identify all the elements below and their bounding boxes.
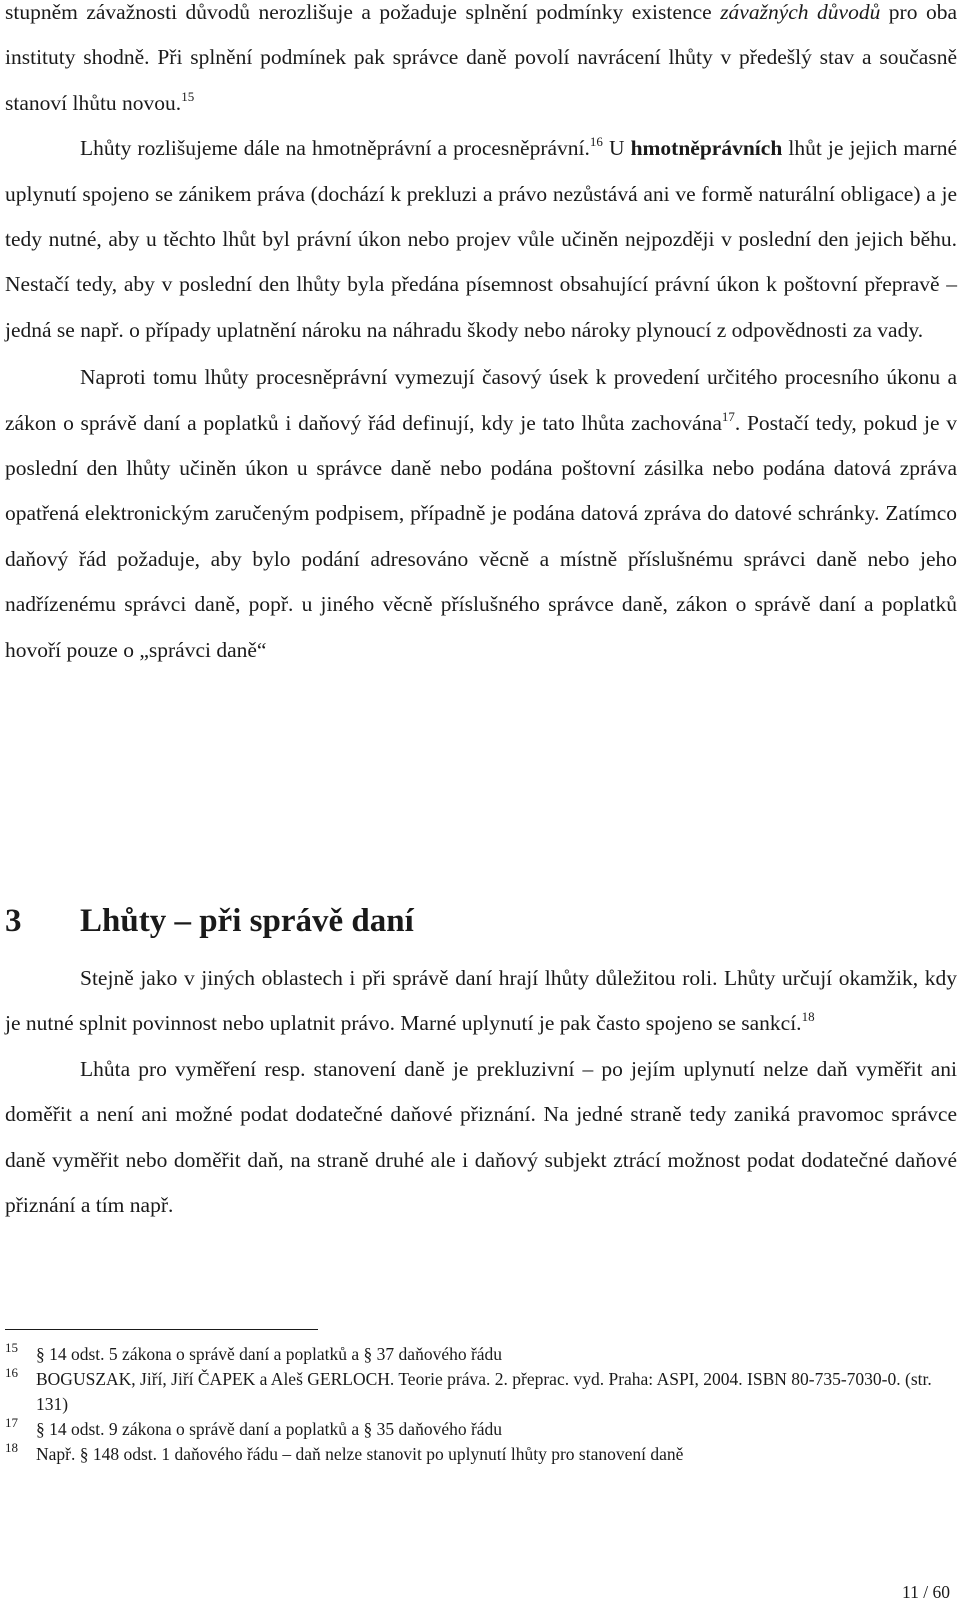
footnote-ref-17[interactable]: 17 xyxy=(721,408,735,424)
paragraph-lhuty: Lhůty rozlišujeme dále na hmotněprávní a procesněprávní.$^{16}$ U hmotněprávních lhůt je jejich marné uplynutí spojeno se zánikem práva (dochází k prekluzi a právo nezůstává ani ve formě naturální obligace) a je tedy nutné, aby u těchto lhůt byl právní úkon nebo projev vůle učiněn nejpozději v poslední den jejich běhu. Nestačí tedy, aby v poslední den lhůty byla předána písemnost obsahující právní úkon k poštovní přepravě – jedná se např. o případy uplatnění nároku na náhradu škody nebo nároky plynoucí z odpovědnosti za vady. xyxy=(5,134,958,342)
paragraph-stejne: Stejně jako v jiných oblastech i při správě daní hrají lhůty důležitou roli. Lhůty určují okamžik, kdy je nutné splnit povinnost nebo uplatnit právo. Marné uplynutí je pak často spojeno se sankcí.$^{18}$ xyxy=(5,966,957,1036)
footnote-18 xyxy=(5,1442,957,1467)
footnote-text: BOGUSZAK, Jiří, Jiří ČAPEK a Aleš GERLOCH. Teorie práva. 2. přeprac. vyd. Praha: ASPI, 2004. ISBN 80-735-7030-0. (str. 131) xyxy=(36,1369,932,1414)
footnotes xyxy=(5,1342,957,1467)
body-text-upper xyxy=(5,0,957,673)
footnote-number: 15 xyxy=(5,1340,18,1355)
section-title: Lhůty – při správě daní xyxy=(80,903,414,939)
section-number: 3 xyxy=(5,903,22,939)
footnote-ref-18[interactable]: 18 xyxy=(801,1009,815,1025)
bold-term: hmotněprávních xyxy=(630,136,783,161)
footnote-16 xyxy=(5,1367,957,1417)
body-text-lower xyxy=(5,956,957,1228)
section-heading xyxy=(5,901,414,941)
emphasis-text: závažných důvodů xyxy=(720,0,881,24)
page-number: 11 / 60 xyxy=(902,1582,950,1602)
footnote-text: § 14 odst. 5 zákona o správě daní a poplatků a § 37 daňového řádu xyxy=(36,1344,503,1364)
paragraph-naproti: Naproti tomu lhůty procesněprávní vymezují časový úsek k provedení určitého procesního úkonu a zákon o správě daní a poplatků i daňový řád definují, kdy je tato lhůta zachována$^{17}$. Postačí tedy, pokud je v poslední den lhůty učiněn úkon u správce daně nebo podána poštovní zásilka nebo podána datová zpráva opatřená elektronickým zaručeným podpisem, případně je podána datová zpráva do datové schránky. Zatímco daňový řád požaduje, aby bylo podání adresováno věcně a místně příslušnému správci daně nebo jeho nadřízenému správci daně, popř. u jiného věcně příslušného správce daně, zákon o správě daní a poplatků hovoří pouze o „správci daně“ xyxy=(5,365,958,662)
footnote-15 xyxy=(5,1342,957,1367)
footnote-ref-15[interactable]: 15 xyxy=(181,88,195,104)
paragraph-continuation: stupněm závažnosti důvodů nerozlišuje a požaduje splnění podmínky existence závažných důvodů pro oba instituty shodně. Při splnění podmínek pak správce daně povolí navrácení lhůty v předešlý stav a současně stanoví lhůtu novou.$^{15}$ xyxy=(5,0,957,115)
footnote-number: 17 xyxy=(5,1415,18,1430)
footnote-number: 18 xyxy=(5,1440,18,1455)
footnote-separator xyxy=(5,1329,318,1330)
footnote-number: 16 xyxy=(5,1365,18,1380)
footnote-ref-16[interactable]: 16 xyxy=(589,134,603,150)
footnote-text: § 14 odst. 9 zákona o správě daní a poplatků a § 35 daňového řádu xyxy=(36,1419,503,1439)
footnote-text: Např. § 148 odst. 1 daňového řádu – daň nelze stanovit po uplynutí lhůty pro stanovení daně xyxy=(36,1444,684,1464)
paragraph-vymereni: Lhůta pro vyměření resp. stanovení daně je prekluzivní – po jejím uplynutí nelze daň vyměřit ani doměřit a není ani možné podat dodatečné daňové přiznání. Na jedné straně tedy zaniká pravomoc správce daně vyměřit nebo doměřit daň, na straně druhé ale i daňový subjekt ztrácí možnost podat dodatečné daňové přiznání a tím např. xyxy=(5,1056,957,1218)
footnote-17 xyxy=(5,1417,957,1442)
